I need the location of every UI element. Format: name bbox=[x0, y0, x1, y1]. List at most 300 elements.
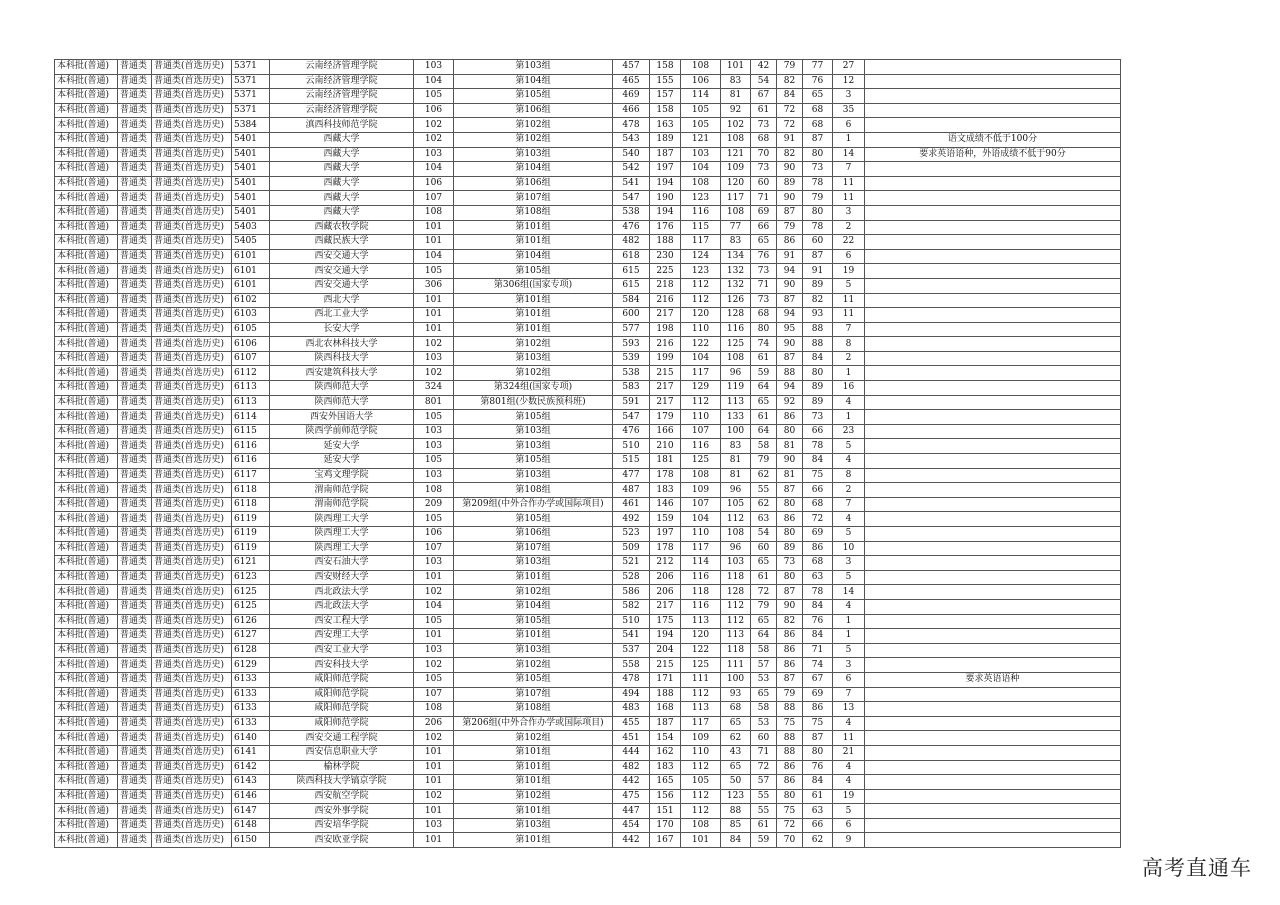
table-row bbox=[55, 103, 1121, 118]
cell-school-code: 6125 bbox=[232, 599, 270, 614]
cell-score-e: 60 bbox=[803, 235, 833, 250]
cell-school-name: 西安工业大学 bbox=[270, 643, 414, 658]
cell-group-name: 第103组 bbox=[454, 643, 613, 658]
cell-score-d: 90 bbox=[777, 454, 803, 469]
cell-score-e: 84 bbox=[803, 629, 833, 644]
cell-score-e: 68 bbox=[803, 556, 833, 571]
watermark-text: 高考直通车 bbox=[1142, 856, 1252, 880]
cell-school-name: 云南经济管理学院 bbox=[270, 60, 414, 75]
cell-chinese-math-score: 167 bbox=[650, 833, 681, 848]
cell-school-name: 渭南师范学院 bbox=[270, 497, 414, 512]
cell-group-code: 105 bbox=[414, 264, 454, 279]
cell-score-a: 103 bbox=[681, 147, 721, 162]
cell-group-name: 第105组 bbox=[454, 264, 613, 279]
cell-group-name: 第104组 bbox=[454, 74, 613, 89]
cell-school-name: 宝鸡文理学院 bbox=[270, 468, 414, 483]
cell-category: 普通类 bbox=[118, 162, 152, 177]
cell-school-code: 6143 bbox=[232, 775, 270, 790]
cell-count: 7 bbox=[833, 497, 865, 512]
cell-batch: 本科批(普通) bbox=[55, 103, 118, 118]
table-row bbox=[55, 818, 1121, 833]
cell-remark: 要求英语语种，外语成绩不低于90分 bbox=[865, 147, 1121, 162]
table-row bbox=[55, 468, 1121, 483]
cell-batch: 本科批(普通) bbox=[55, 264, 118, 279]
cell-min-total: 461 bbox=[613, 497, 650, 512]
cell-score-a: 107 bbox=[681, 424, 721, 439]
cell-score-a: 121 bbox=[681, 132, 721, 147]
cell-chinese-math-score: 178 bbox=[650, 541, 681, 556]
cell-group-name: 第105组 bbox=[454, 512, 613, 527]
table-row bbox=[55, 702, 1121, 717]
cell-score-c: 70 bbox=[751, 147, 777, 162]
cell-score-b: 128 bbox=[721, 585, 751, 600]
table-row bbox=[55, 162, 1121, 177]
table-row bbox=[55, 570, 1121, 585]
cell-category: 普通类 bbox=[118, 731, 152, 746]
cell-count: 12 bbox=[833, 74, 865, 89]
cell-remark bbox=[865, 118, 1121, 133]
cell-score-d: 87 bbox=[777, 585, 803, 600]
cell-score-d: 86 bbox=[777, 512, 803, 527]
cell-remark bbox=[865, 249, 1121, 264]
cell-count: 3 bbox=[833, 556, 865, 571]
cell-school-code: 6117 bbox=[232, 468, 270, 483]
cell-score-a: 104 bbox=[681, 162, 721, 177]
cell-category: 普通类 bbox=[118, 322, 152, 337]
cell-chinese-math-score: 162 bbox=[650, 745, 681, 760]
cell-count: 3 bbox=[833, 205, 865, 220]
cell-min-total: 582 bbox=[613, 599, 650, 614]
cell-school-code: 6123 bbox=[232, 570, 270, 585]
cell-min-total: 558 bbox=[613, 658, 650, 673]
cell-count: 1 bbox=[833, 614, 865, 629]
cell-count: 11 bbox=[833, 308, 865, 323]
cell-subject-group: 普通类(首选历史) bbox=[152, 322, 232, 337]
cell-category: 普通类 bbox=[118, 60, 152, 75]
cell-subject-group: 普通类(首选历史) bbox=[152, 278, 232, 293]
cell-count: 19 bbox=[833, 264, 865, 279]
cell-remark bbox=[865, 541, 1121, 556]
cell-category: 普通类 bbox=[118, 789, 152, 804]
cell-category: 普通类 bbox=[118, 454, 152, 469]
cell-score-a: 112 bbox=[681, 789, 721, 804]
cell-group-name: 第101组 bbox=[454, 833, 613, 848]
cell-score-e: 78 bbox=[803, 220, 833, 235]
cell-score-b: 43 bbox=[721, 745, 751, 760]
cell-group-name: 第101组 bbox=[454, 629, 613, 644]
cell-group-name: 第103组 bbox=[454, 351, 613, 366]
cell-chinese-math-score: 197 bbox=[650, 527, 681, 542]
cell-batch: 本科批(普通) bbox=[55, 395, 118, 410]
cell-score-c: 57 bbox=[751, 658, 777, 673]
cell-group-name: 第101组 bbox=[454, 322, 613, 337]
cell-group-code: 105 bbox=[414, 672, 454, 687]
cell-subject-group: 普通类(首选历史) bbox=[152, 132, 232, 147]
cell-subject-group: 普通类(首选历史) bbox=[152, 527, 232, 542]
cell-group-code: 104 bbox=[414, 74, 454, 89]
cell-min-total: 543 bbox=[613, 132, 650, 147]
cell-subject-group: 普通类(首选历史) bbox=[152, 833, 232, 848]
cell-subject-group: 普通类(首选历史) bbox=[152, 424, 232, 439]
cell-count: 1 bbox=[833, 132, 865, 147]
cell-score-d: 72 bbox=[777, 118, 803, 133]
cell-score-a: 123 bbox=[681, 191, 721, 206]
cell-school-code: 6141 bbox=[232, 745, 270, 760]
cell-score-c: 73 bbox=[751, 162, 777, 177]
cell-score-c: 76 bbox=[751, 249, 777, 264]
cell-score-c: 71 bbox=[751, 745, 777, 760]
cell-min-total: 466 bbox=[613, 103, 650, 118]
cell-score-a: 117 bbox=[681, 366, 721, 381]
cell-score-e: 80 bbox=[803, 205, 833, 220]
cell-score-c: 60 bbox=[751, 731, 777, 746]
table-row bbox=[55, 541, 1121, 556]
cell-score-b: 117 bbox=[721, 191, 751, 206]
cell-category: 普通类 bbox=[118, 147, 152, 162]
cell-count: 11 bbox=[833, 293, 865, 308]
cell-count: 23 bbox=[833, 424, 865, 439]
cell-group-name: 第206组(中外合作办学或国际项目) bbox=[454, 716, 613, 731]
cell-subject-group: 普通类(首选历史) bbox=[152, 351, 232, 366]
cell-score-e: 87 bbox=[803, 249, 833, 264]
cell-score-c: 69 bbox=[751, 205, 777, 220]
cell-group-name: 第306组(国家专项) bbox=[454, 278, 613, 293]
cell-subject-group: 普通类(首选历史) bbox=[152, 176, 232, 191]
cell-category: 普通类 bbox=[118, 804, 152, 819]
cell-category: 普通类 bbox=[118, 308, 152, 323]
cell-batch: 本科批(普通) bbox=[55, 191, 118, 206]
cell-group-name: 第102组 bbox=[454, 132, 613, 147]
cell-score-d: 79 bbox=[777, 60, 803, 75]
cell-school-name: 西安建筑科技大学 bbox=[270, 366, 414, 381]
cell-subject-group: 普通类(首选历史) bbox=[152, 556, 232, 571]
cell-score-b: 85 bbox=[721, 818, 751, 833]
cell-subject-group: 普通类(首选历史) bbox=[152, 614, 232, 629]
cell-chinese-math-score: 166 bbox=[650, 424, 681, 439]
cell-subject-group: 普通类(首选历史) bbox=[152, 512, 232, 527]
cell-score-a: 112 bbox=[681, 395, 721, 410]
table-row bbox=[55, 205, 1121, 220]
table-row bbox=[55, 497, 1121, 512]
cell-remark bbox=[865, 585, 1121, 600]
cell-group-code: 105 bbox=[414, 454, 454, 469]
cell-group-code: 103 bbox=[414, 351, 454, 366]
cell-category: 普通类 bbox=[118, 235, 152, 250]
cell-school-name: 咸阳师范学院 bbox=[270, 687, 414, 702]
cell-min-total: 451 bbox=[613, 731, 650, 746]
cell-subject-group: 普通类(首选历史) bbox=[152, 745, 232, 760]
cell-score-c: 73 bbox=[751, 293, 777, 308]
cell-score-c: 57 bbox=[751, 775, 777, 790]
cell-score-d: 86 bbox=[777, 760, 803, 775]
cell-score-e: 84 bbox=[803, 599, 833, 614]
cell-chinese-math-score: 155 bbox=[650, 74, 681, 89]
cell-remark bbox=[865, 410, 1121, 425]
cell-school-code: 5401 bbox=[232, 176, 270, 191]
cell-count: 5 bbox=[833, 804, 865, 819]
cell-batch: 本科批(普通) bbox=[55, 702, 118, 717]
cell-score-d: 72 bbox=[777, 818, 803, 833]
cell-category: 普通类 bbox=[118, 337, 152, 352]
cell-score-e: 65 bbox=[803, 89, 833, 104]
cell-remark bbox=[865, 351, 1121, 366]
cell-group-name: 第103组 bbox=[454, 147, 613, 162]
cell-score-e: 73 bbox=[803, 162, 833, 177]
cell-score-d: 70 bbox=[777, 833, 803, 848]
cell-min-total: 483 bbox=[613, 702, 650, 717]
cell-group-code: 107 bbox=[414, 191, 454, 206]
cell-school-name: 咸阳师范学院 bbox=[270, 716, 414, 731]
cell-count: 13 bbox=[833, 702, 865, 717]
cell-score-e: 69 bbox=[803, 687, 833, 702]
cell-score-d: 87 bbox=[777, 351, 803, 366]
cell-score-a: 104 bbox=[681, 512, 721, 527]
cell-score-d: 91 bbox=[777, 132, 803, 147]
cell-category: 普通类 bbox=[118, 614, 152, 629]
cell-remark bbox=[865, 643, 1121, 658]
table-row bbox=[55, 249, 1121, 264]
cell-score-e: 68 bbox=[803, 497, 833, 512]
table-row bbox=[55, 220, 1121, 235]
cell-group-name: 第105组 bbox=[454, 410, 613, 425]
cell-category: 普通类 bbox=[118, 541, 152, 556]
cell-category: 普通类 bbox=[118, 278, 152, 293]
cell-subject-group: 普通类(首选历史) bbox=[152, 381, 232, 396]
cell-school-name: 西北大学 bbox=[270, 293, 414, 308]
cell-remark bbox=[865, 716, 1121, 731]
cell-min-total: 539 bbox=[613, 351, 650, 366]
cell-score-e: 68 bbox=[803, 103, 833, 118]
cell-score-b: 65 bbox=[721, 760, 751, 775]
cell-score-b: 68 bbox=[721, 702, 751, 717]
cell-score-b: 116 bbox=[721, 322, 751, 337]
cell-category: 普通类 bbox=[118, 716, 152, 731]
cell-count: 3 bbox=[833, 658, 865, 673]
cell-category: 普通类 bbox=[118, 556, 152, 571]
cell-group-code: 103 bbox=[414, 60, 454, 75]
cell-score-a: 108 bbox=[681, 468, 721, 483]
cell-batch: 本科批(普通) bbox=[55, 585, 118, 600]
cell-score-e: 63 bbox=[803, 804, 833, 819]
cell-count: 4 bbox=[833, 512, 865, 527]
cell-school-code: 6101 bbox=[232, 264, 270, 279]
cell-score-d: 80 bbox=[777, 424, 803, 439]
cell-score-b: 125 bbox=[721, 337, 751, 352]
cell-score-b: 113 bbox=[721, 629, 751, 644]
cell-group-name: 第101组 bbox=[454, 235, 613, 250]
cell-score-e: 62 bbox=[803, 833, 833, 848]
cell-score-c: 54 bbox=[751, 527, 777, 542]
cell-score-b: 108 bbox=[721, 205, 751, 220]
cell-score-a: 105 bbox=[681, 775, 721, 790]
cell-group-name: 第104组 bbox=[454, 249, 613, 264]
cell-count: 6 bbox=[833, 672, 865, 687]
cell-min-total: 510 bbox=[613, 614, 650, 629]
cell-score-b: 118 bbox=[721, 570, 751, 585]
cell-remark bbox=[865, 60, 1121, 75]
cell-school-name: 西藏大学 bbox=[270, 147, 414, 162]
cell-batch: 本科批(普通) bbox=[55, 556, 118, 571]
cell-school-name: 西安科技大学 bbox=[270, 658, 414, 673]
cell-score-d: 89 bbox=[777, 541, 803, 556]
cell-school-code: 6142 bbox=[232, 760, 270, 775]
cell-score-e: 91 bbox=[803, 264, 833, 279]
cell-group-code: 106 bbox=[414, 527, 454, 542]
cell-remark bbox=[865, 687, 1121, 702]
cell-score-c: 65 bbox=[751, 395, 777, 410]
cell-batch: 本科批(普通) bbox=[55, 118, 118, 133]
cell-chinese-math-score: 216 bbox=[650, 337, 681, 352]
table-row bbox=[55, 556, 1121, 571]
cell-count: 35 bbox=[833, 103, 865, 118]
cell-score-b: 81 bbox=[721, 468, 751, 483]
cell-subject-group: 普通类(首选历史) bbox=[152, 439, 232, 454]
cell-score-d: 92 bbox=[777, 395, 803, 410]
cell-score-c: 71 bbox=[751, 278, 777, 293]
cell-count: 14 bbox=[833, 147, 865, 162]
cell-batch: 本科批(普通) bbox=[55, 220, 118, 235]
cell-count: 16 bbox=[833, 381, 865, 396]
cell-chinese-math-score: 170 bbox=[650, 818, 681, 833]
cell-subject-group: 普通类(首选历史) bbox=[152, 293, 232, 308]
cell-subject-group: 普通类(首选历史) bbox=[152, 643, 232, 658]
cell-group-code: 105 bbox=[414, 410, 454, 425]
cell-score-d: 72 bbox=[777, 103, 803, 118]
cell-group-code: 102 bbox=[414, 789, 454, 804]
cell-category: 普通类 bbox=[118, 629, 152, 644]
cell-school-name: 西安外事学院 bbox=[270, 804, 414, 819]
cell-min-total: 444 bbox=[613, 745, 650, 760]
cell-category: 普通类 bbox=[118, 658, 152, 673]
cell-score-c: 65 bbox=[751, 687, 777, 702]
cell-group-name: 第101组 bbox=[454, 745, 613, 760]
cell-score-a: 105 bbox=[681, 103, 721, 118]
cell-score-e: 75 bbox=[803, 468, 833, 483]
cell-remark bbox=[865, 162, 1121, 177]
table-row bbox=[55, 643, 1121, 658]
cell-score-d: 86 bbox=[777, 629, 803, 644]
cell-subject-group: 普通类(首选历史) bbox=[152, 395, 232, 410]
cell-subject-group: 普通类(首选历史) bbox=[152, 497, 232, 512]
cell-score-d: 88 bbox=[777, 366, 803, 381]
cell-remark bbox=[865, 527, 1121, 542]
cell-min-total: 547 bbox=[613, 410, 650, 425]
cell-group-code: 103 bbox=[414, 643, 454, 658]
cell-batch: 本科批(普通) bbox=[55, 672, 118, 687]
cell-school-code: 6128 bbox=[232, 643, 270, 658]
cell-min-total: 521 bbox=[613, 556, 650, 571]
cell-batch: 本科批(普通) bbox=[55, 643, 118, 658]
cell-school-code: 6140 bbox=[232, 731, 270, 746]
cell-school-name: 陕西理工大学 bbox=[270, 527, 414, 542]
cell-subject-group: 普通类(首选历史) bbox=[152, 599, 232, 614]
cell-group-name: 第324组(国家专项) bbox=[454, 381, 613, 396]
cell-score-d: 81 bbox=[777, 439, 803, 454]
cell-group-name: 第102组 bbox=[454, 789, 613, 804]
cell-subject-group: 普通类(首选历史) bbox=[152, 249, 232, 264]
cell-score-e: 89 bbox=[803, 395, 833, 410]
cell-group-code: 101 bbox=[414, 629, 454, 644]
cell-remark bbox=[865, 424, 1121, 439]
cell-school-name: 渭南师范学院 bbox=[270, 483, 414, 498]
cell-score-c: 80 bbox=[751, 322, 777, 337]
cell-score-c: 61 bbox=[751, 351, 777, 366]
table-row bbox=[55, 527, 1121, 542]
table-row bbox=[55, 760, 1121, 775]
cell-school-name: 西安外国语大学 bbox=[270, 410, 414, 425]
cell-chinese-math-score: 189 bbox=[650, 132, 681, 147]
cell-school-name: 西藏大学 bbox=[270, 176, 414, 191]
cell-count: 5 bbox=[833, 527, 865, 542]
cell-min-total: 538 bbox=[613, 205, 650, 220]
cell-group-code: 102 bbox=[414, 118, 454, 133]
cell-batch: 本科批(普通) bbox=[55, 147, 118, 162]
cell-score-c: 54 bbox=[751, 74, 777, 89]
cell-score-d: 79 bbox=[777, 687, 803, 702]
cell-score-b: 96 bbox=[721, 366, 751, 381]
cell-score-d: 79 bbox=[777, 220, 803, 235]
table-row bbox=[55, 395, 1121, 410]
cell-chinese-math-score: 218 bbox=[650, 278, 681, 293]
cell-group-name: 第107组 bbox=[454, 541, 613, 556]
cell-remark: 要求英语语种 bbox=[865, 672, 1121, 687]
cell-min-total: 482 bbox=[613, 760, 650, 775]
cell-score-b: 134 bbox=[721, 249, 751, 264]
cell-school-code: 6150 bbox=[232, 833, 270, 848]
cell-school-code: 6114 bbox=[232, 410, 270, 425]
cell-group-code: 101 bbox=[414, 570, 454, 585]
cell-score-b: 132 bbox=[721, 264, 751, 279]
cell-min-total: 538 bbox=[613, 366, 650, 381]
cell-category: 普通类 bbox=[118, 570, 152, 585]
cell-school-name: 陕西学前师范学院 bbox=[270, 424, 414, 439]
cell-school-code: 6102 bbox=[232, 293, 270, 308]
cell-count: 4 bbox=[833, 454, 865, 469]
cell-score-b: 100 bbox=[721, 672, 751, 687]
cell-count: 2 bbox=[833, 351, 865, 366]
cell-batch: 本科批(普通) bbox=[55, 162, 118, 177]
cell-count: 5 bbox=[833, 570, 865, 585]
cell-score-b: 108 bbox=[721, 132, 751, 147]
cell-batch: 本科批(普通) bbox=[55, 176, 118, 191]
cell-count: 4 bbox=[833, 775, 865, 790]
cell-batch: 本科批(普通) bbox=[55, 308, 118, 323]
cell-subject-group: 普通类(首选历史) bbox=[152, 541, 232, 556]
cell-category: 普通类 bbox=[118, 366, 152, 381]
cell-group-name: 第106组 bbox=[454, 176, 613, 191]
cell-batch: 本科批(普通) bbox=[55, 293, 118, 308]
cell-group-name: 第102组 bbox=[454, 585, 613, 600]
cell-subject-group: 普通类(首选历史) bbox=[152, 366, 232, 381]
cell-school-name: 西藏大学 bbox=[270, 162, 414, 177]
cell-score-e: 61 bbox=[803, 789, 833, 804]
cell-chinese-math-score: 197 bbox=[650, 162, 681, 177]
cell-count: 11 bbox=[833, 191, 865, 206]
cell-remark bbox=[865, 191, 1121, 206]
cell-score-b: 81 bbox=[721, 454, 751, 469]
cell-category: 普通类 bbox=[118, 599, 152, 614]
cell-school-code: 6129 bbox=[232, 658, 270, 673]
cell-remark bbox=[865, 293, 1121, 308]
cell-score-a: 113 bbox=[681, 614, 721, 629]
cell-school-code: 6112 bbox=[232, 366, 270, 381]
cell-score-a: 116 bbox=[681, 205, 721, 220]
table-row bbox=[55, 308, 1121, 323]
cell-group-name: 第108组 bbox=[454, 483, 613, 498]
cell-category: 普通类 bbox=[118, 585, 152, 600]
cell-school-code: 6105 bbox=[232, 322, 270, 337]
cell-group-code: 101 bbox=[414, 235, 454, 250]
